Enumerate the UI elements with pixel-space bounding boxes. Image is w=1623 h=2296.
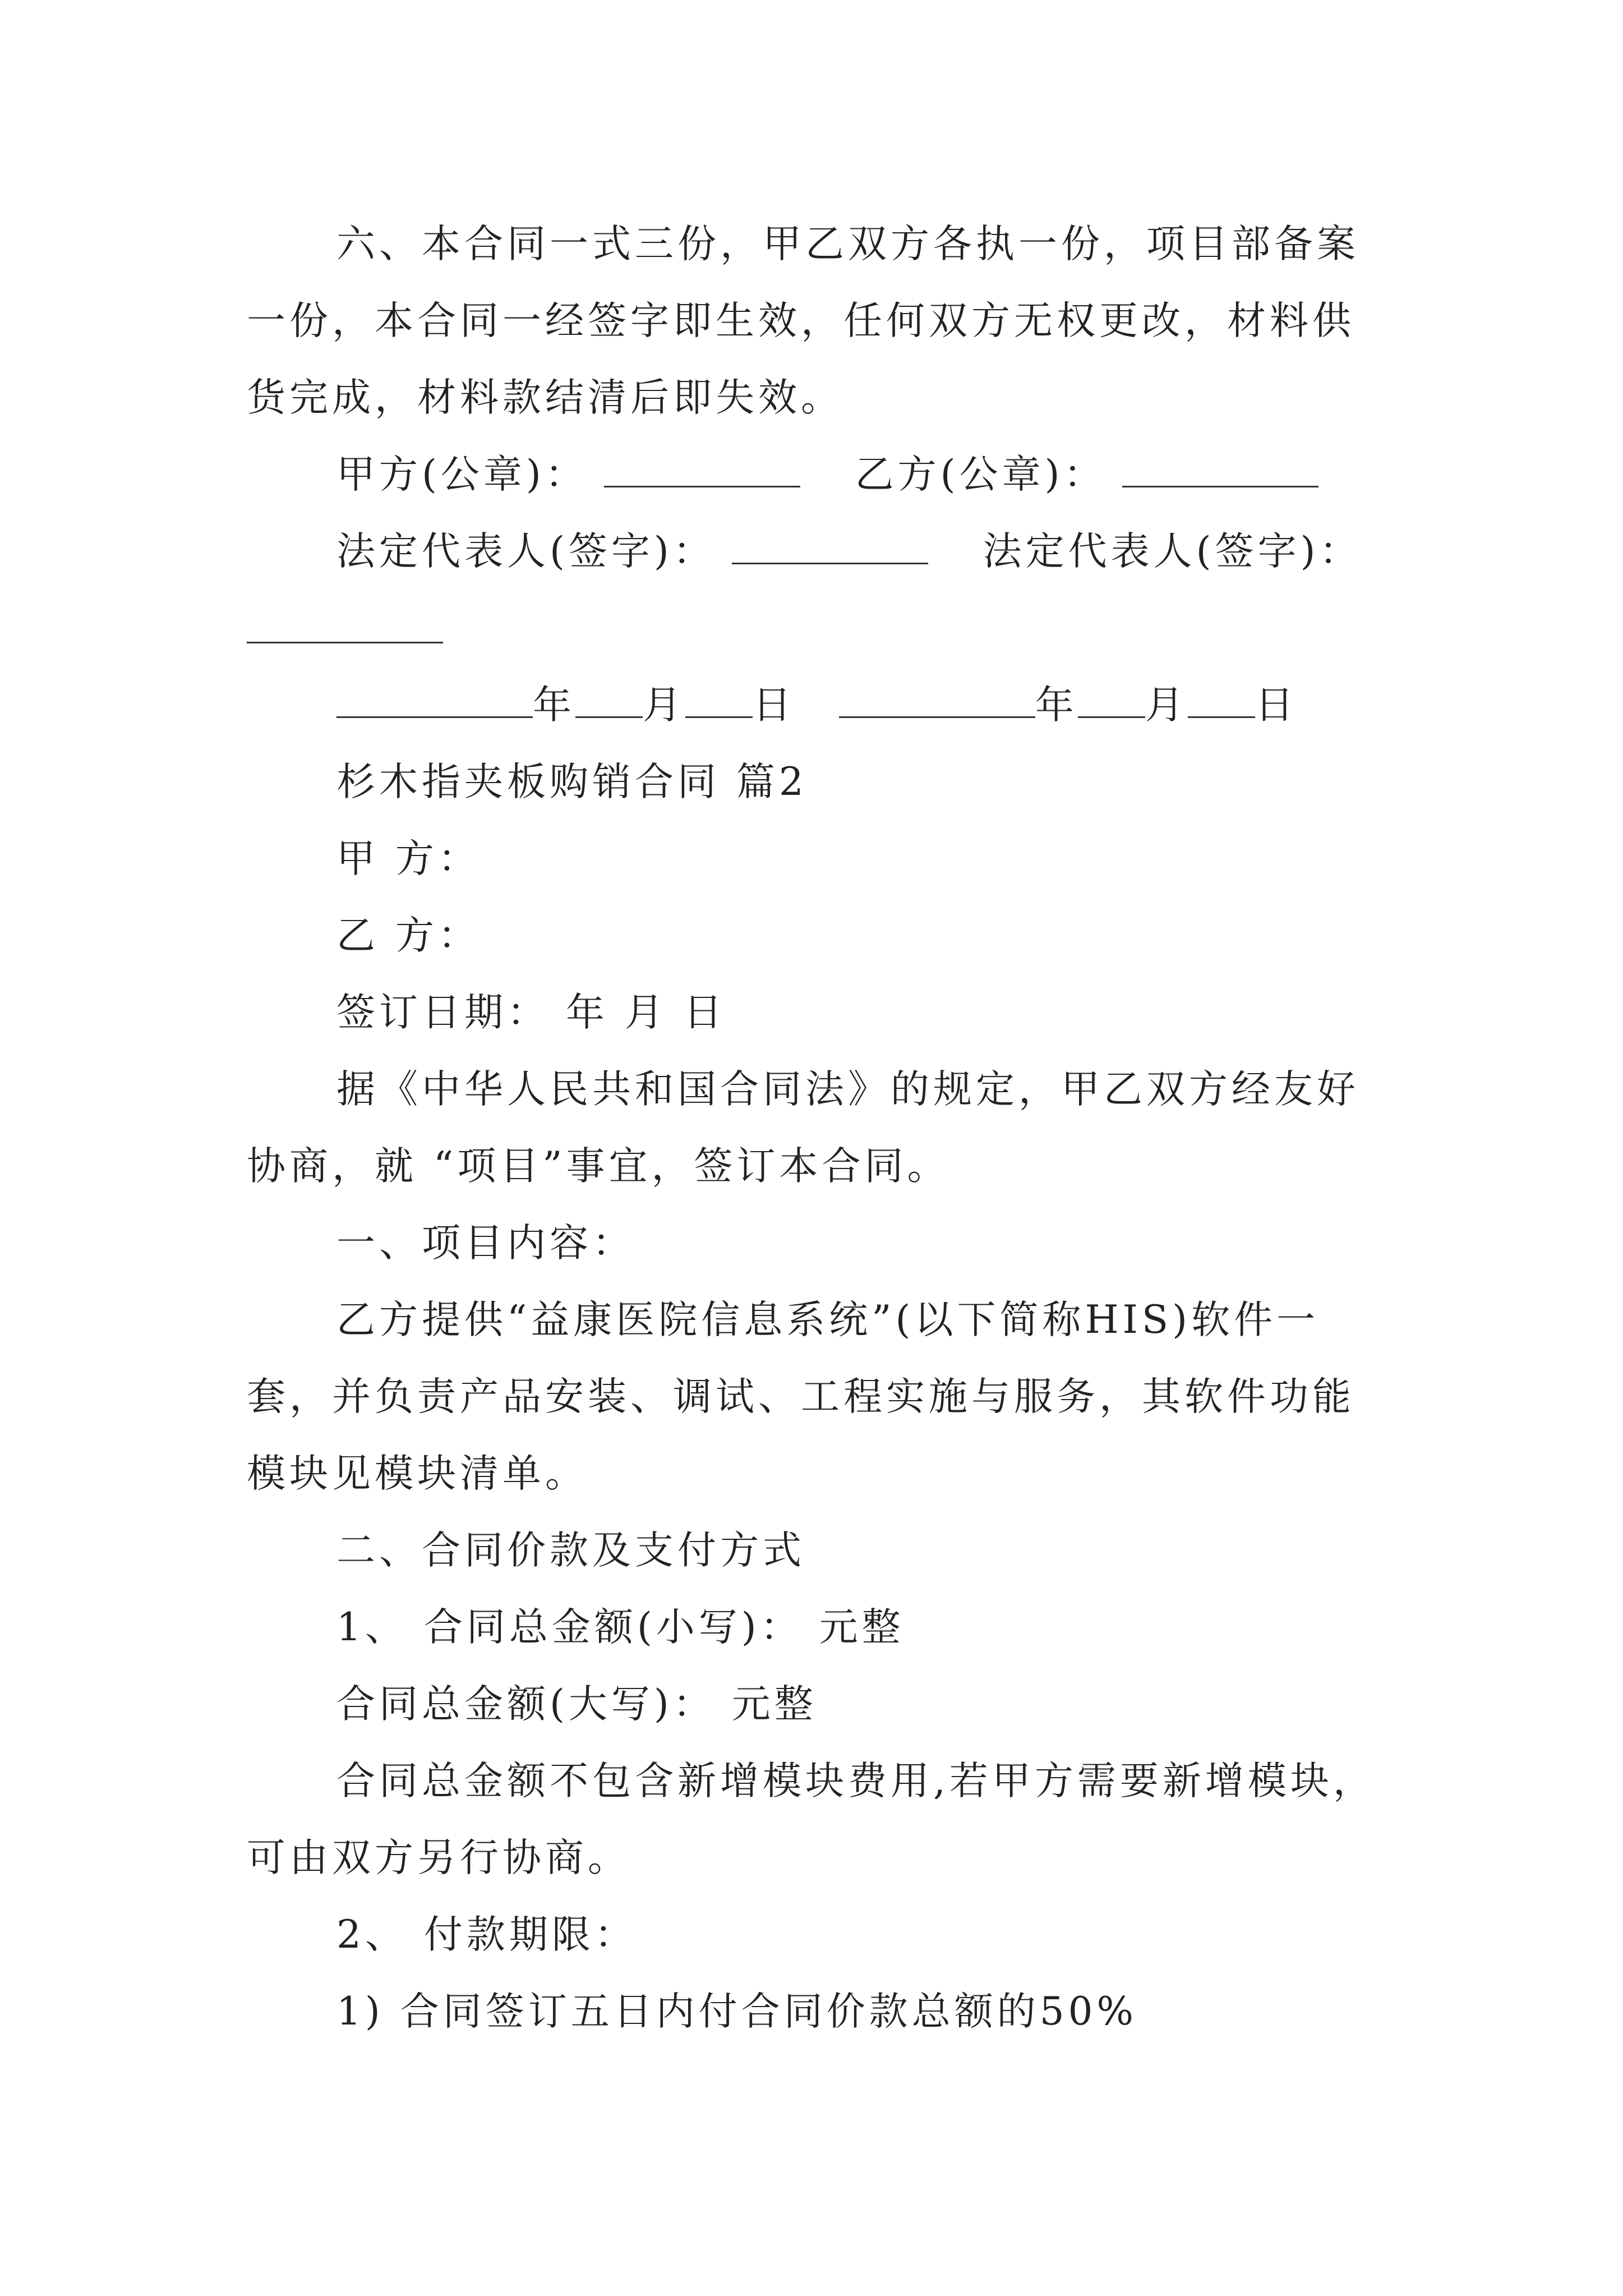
item1-caps-line: 合同总金额(大写)： 元整 — [336, 1682, 817, 1727]
party-a-seal-label: 甲方(公章)： — [336, 452, 588, 497]
section1-title: 一、项目内容： — [336, 1221, 635, 1266]
legal-rep-a-label: 法定代表人(签字)： — [336, 529, 716, 574]
date-line — [336, 680, 1298, 730]
party-a-line: 甲 方： — [336, 836, 481, 881]
note-line2: 可由双方另行协商。 — [247, 1835, 630, 1880]
clause6-line1: 六、本合同一式三份，甲乙双方各执一份，项目部备案 — [336, 222, 1359, 266]
section1-line3: 模块见模块清单。 — [247, 1451, 588, 1496]
month-b-label: 月 — [1145, 683, 1188, 728]
sign-date-line: 签订日期： 年 月 日 — [336, 990, 726, 1035]
month-a-blank — [575, 680, 643, 718]
legal-rep-a-blank — [732, 527, 928, 564]
item2-1-line: 1) 合同签订五日内付合同价款总额的50% — [336, 1989, 1138, 2034]
contract2-title: 杉木指夹板购销合同 篇2 — [336, 760, 808, 804]
party-b-seal-label: 乙方(公章)： — [855, 452, 1106, 497]
seal-line — [336, 449, 1318, 500]
item2-line: 2、 付款期限： — [336, 1912, 637, 1957]
year-b-label: 年 — [1035, 683, 1078, 728]
item1-line: 1、 合同总金额(小写)： 元整 — [336, 1605, 905, 1650]
month-b-blank — [1078, 680, 1145, 718]
party-b-line: 乙 方： — [336, 913, 481, 958]
legal-rep-line — [336, 526, 1362, 577]
year-a-label: 年 — [533, 683, 575, 728]
section1-line2: 套，并负责产品安装、调试、工程实施与服务，其软件功能 — [247, 1374, 1355, 1419]
month-a-label: 月 — [643, 683, 685, 728]
day-a-label: 日 — [753, 683, 795, 728]
section1-line1: 乙方提供“益康医院信息系统”(以下简称HIS)软件一 — [336, 1297, 1320, 1342]
legal-rep-b-label: 法定代表人(签字)： — [983, 529, 1362, 574]
party-b-seal-blank — [1122, 450, 1318, 487]
year-a-blank — [336, 680, 533, 718]
day-b-blank — [1188, 680, 1255, 718]
legal-rep-b-blank — [247, 642, 443, 643]
clause6-line2: 一份，本合同一经签字即生效，任何双方无权更改，材料供 — [247, 298, 1355, 343]
section2-title: 二、合同价款及支付方式 — [336, 1528, 805, 1573]
preamble-line2: 协商，就 “项目”事宜，签订本合同。 — [247, 1144, 950, 1189]
note-line1: 合同总金额不包含新增模块费用,若甲方需要新增模块， — [336, 1759, 1376, 1803]
party-a-seal-blank — [604, 450, 800, 487]
day-b-label: 日 — [1255, 683, 1298, 728]
preamble-line1: 据《中华人民共和国合同法》的规定，甲乙双方经友好 — [336, 1067, 1359, 1112]
day-a-blank — [685, 680, 753, 718]
year-b-blank — [839, 680, 1035, 718]
clause6-line3: 货完成，材料款结清后即失效。 — [247, 375, 843, 420]
